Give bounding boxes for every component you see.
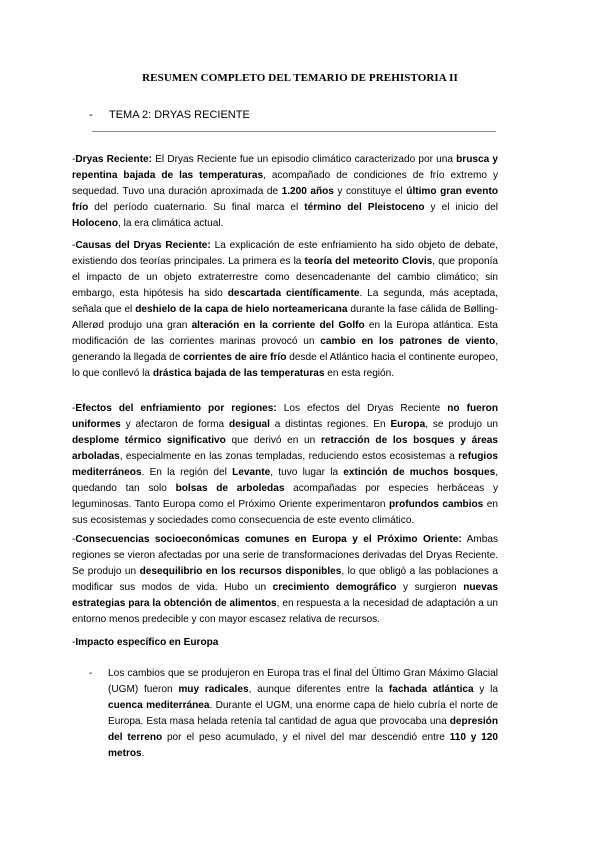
bold-span: descartada científicamente: [227, 288, 360, 299]
horizontal-rule: [92, 131, 496, 132]
text-span: La explicación de este enfriamiento ha sido objeto de debate, existiendo dos teorías principales. La primera es la: [72, 240, 498, 267]
bold-span: retracción de los bosques y áreas arboladas: [72, 435, 498, 462]
text-span: El Dryas Reciente fue un episodio climático caracterizado por una: [152, 154, 457, 165]
text-span: Los cambios que se produjeron en Europa tras el final del Último Gran Máximo Glacial (UGM) fueron: [108, 668, 498, 695]
bold-span: Consecuencias socioeconómicas comunes en Europa y el Próximo Oriente:: [75, 534, 462, 545]
paragraph-dryas-reciente: [72, 152, 498, 232]
text-span: , especialmente en las zonas templadas, reduciendo estos ecosistemas a: [119, 451, 459, 462]
text-span: -: [72, 403, 76, 414]
text-span: .: [141, 748, 145, 759]
text-span: y surgieron: [396, 582, 464, 593]
bold-span: último gran evento frío: [72, 186, 498, 213]
paragraph-causas: [72, 238, 498, 382]
text-span: -: [72, 637, 76, 648]
topic-label: TEMA 2: DRYAS RECIENTE: [109, 109, 250, 121]
text-span: acompañadas por especies herbáceas y leguminosas. Tanto Europa como el Próximo Oriente experimentaron: [72, 483, 498, 510]
text-span: a distintas regiones. En: [269, 419, 391, 430]
text-span: . La segunda, más aceptada, señala que el: [72, 288, 498, 315]
bullet-dash: -: [89, 668, 93, 679]
bold-span: Holoceno: [72, 218, 118, 229]
text-span: durante la fase cálida de Bølling-Allerød produjo una gran: [72, 304, 498, 331]
bold-span: Levante: [232, 467, 271, 478]
text-span: , se produjo un: [425, 419, 498, 430]
text-span: Los efectos del Dryas Reciente: [276, 403, 448, 414]
bold-span: Impacto específico en Europa: [75, 637, 219, 648]
bold-span: Dryas Reciente:: [75, 154, 153, 165]
text-span: , tuvo lugar la: [270, 467, 344, 478]
text-span: en esta región.: [324, 368, 395, 379]
text-span: , la era climática actual.: [117, 218, 224, 229]
bold-span: crecimiento demográfico: [272, 582, 397, 593]
bold-span: nuevas estrategias para la obtención de alimentos: [72, 582, 498, 609]
text-span: -: [72, 534, 76, 545]
text-span: y constituye el: [333, 186, 407, 197]
document-title: RESUMEN COMPLETO DEL TEMARIO DE PREHISTORIA II: [142, 72, 458, 84]
bold-span: desequilibrio en los recursos disponibles: [139, 566, 342, 577]
bullet-paragraph-cambios: [108, 666, 498, 762]
bold-span: término del Pleistoceno: [304, 202, 425, 213]
bold-span: depresión del terreno: [108, 716, 498, 743]
text-span: , quedando tan solo: [72, 467, 498, 494]
bold-span: teoría del meteorito Clovis: [304, 256, 433, 267]
topic-heading: [89, 109, 250, 121]
text-span: que derivó en un: [225, 435, 321, 446]
text-span: y la: [473, 684, 499, 695]
text-span: -: [72, 154, 76, 165]
bold-span: alteración en la corriente del Golfo: [191, 320, 365, 331]
bold-span: bolsas de arboledas: [175, 483, 285, 494]
bold-span: Causas del Dryas Reciente:: [75, 240, 211, 251]
bold-span: extinción de muchos bosques: [343, 467, 496, 478]
text-span: por el peso acumulado, y el nivel del mar descendió entre: [162, 732, 450, 743]
bold-span: refugios mediterráneos: [72, 451, 498, 478]
text-span: , generando la llegada de: [72, 336, 499, 363]
text-span: Ambas regiones se vieron afectadas por una serie de transformaciones derivadas del Dryas Reciente. Se produjo un: [72, 534, 498, 577]
bold-span: drástica bajada de las temperaturas: [152, 368, 325, 379]
bold-span: brusca y repentina bajada de las temperaturas: [72, 154, 498, 181]
paragraph-consecuencias: [72, 532, 498, 628]
text-span: . En la región del: [141, 467, 233, 478]
bold-span: Europa: [390, 419, 426, 430]
bold-span: Efectos del enfriamiento por regiones:: [75, 403, 277, 414]
text-span: en sus ecosistemas y sociedades como consecuencia de este evento climático.: [72, 499, 498, 526]
text-span: . Durante el UGM, una enorme capa de hielo cubría el norte de Europa. Esta masa helada retenía tal cantidad de agua que provocaba una: [108, 700, 498, 727]
text-span: en la Europa atlántica. Esta modificación de las corrientes marinas provocó un: [72, 320, 498, 347]
text-span: y el inicio del: [424, 202, 498, 213]
text-span: del período cuaternario. Su final marca el: [88, 202, 305, 213]
text-span: , que proponía el impacto de un objeto extraterrestre como desencadenante del cambio climático; sin embargo, esta hipótesis ha sido: [72, 256, 498, 299]
text-span: , lo que obligó a las poblaciones a modificar sus modos de vida. Hubo un: [72, 566, 498, 593]
bold-span: fachada atlántica: [388, 684, 474, 695]
bold-span: deshielo de la capa de hielo norteamericana: [135, 304, 348, 315]
bold-span: no fueron uniformes: [72, 403, 498, 430]
paragraph-efectos: [72, 401, 498, 529]
section-heading-impacto: [72, 635, 218, 651]
bold-span: cambio en los patrones de viento: [320, 336, 496, 347]
text-span: , en respuesta a la necesidad de adaptación a un entorno menos predecible y con mayor escasez relativa de recursos.: [72, 598, 498, 625]
bold-span: 110 y 120 metros: [108, 732, 498, 759]
bold-span: profundos cambios: [388, 499, 484, 510]
text-span: -: [72, 240, 76, 251]
text-span: desde el Atlántico hacia el continente europeo, lo que conllevó la: [72, 352, 499, 379]
text-span: y afectaron de forma: [120, 419, 229, 430]
bold-span: desigual: [228, 419, 270, 430]
bold-span: corrientes de aire frío: [183, 352, 287, 363]
bold-span: 1.200 años: [281, 186, 334, 197]
text-span: , acompañado de condiciones de frío extremo y sequedad. Tuvo una duración aproximada de: [72, 170, 499, 197]
bold-span: desplome térmico significativo: [72, 435, 226, 446]
bold-span: muy radicales: [178, 684, 249, 695]
bold-span: cuenca mediterránea: [108, 700, 210, 711]
topic-dash: -: [89, 109, 93, 121]
text-span: , aunque diferentes entre la: [248, 684, 389, 695]
